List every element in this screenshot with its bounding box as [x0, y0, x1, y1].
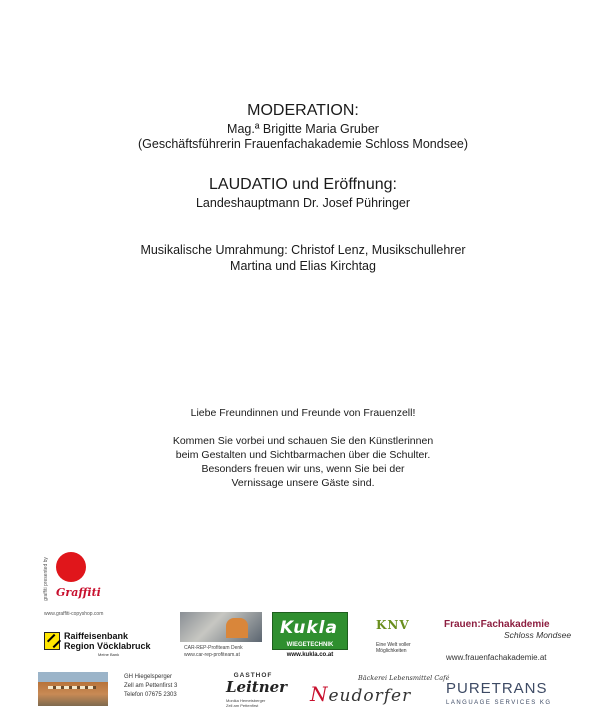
fachakademie-name: Frauen:Fachakademie: [444, 619, 550, 630]
graffiti-logo: [38, 550, 108, 618]
gh-name: GH Hiegelsperger: [124, 674, 173, 680]
music-credit-line-2: Martina und Elias Kirchtag: [230, 259, 376, 273]
invitation-line: beim Gestalten und Sichtbarmachen über die Schulter.: [175, 449, 431, 461]
leitner-address: Zell am Pettenfirst: [226, 703, 259, 708]
carrep-photo: [180, 612, 262, 642]
raiffeisen-region: Region Vöcklabruck: [64, 641, 151, 651]
leitner-wordmark: Leitner: [226, 678, 288, 696]
music-credit-line-1: Musikalische Umrahmung: Christof Lenz, Musikschullehrer: [140, 243, 466, 257]
fachakademie-location: Schloss Mondsee: [504, 630, 572, 640]
moderator-role: (Geschäftsführerin Frauenfachakademie Schloss Mondsee): [137, 137, 469, 151]
kukla-wordmark: Kukla: [280, 618, 338, 638]
leitner-logo: [212, 672, 294, 710]
carrep-url: www.car-rep-profiteam.at: [184, 652, 240, 658]
moderation-heading: MODERATION:: [247, 102, 359, 119]
laudatio-heading: LAUDATIO und Eröffnung:: [209, 176, 397, 193]
leitner-owner: Monika Hemetsberger: [226, 698, 266, 703]
raiffeisen-logo: [44, 630, 164, 658]
carrep-name: CAR-REP-Profiteam Denk: [184, 645, 243, 651]
red-splash-icon: [56, 552, 86, 582]
knv-wordmark: KNV: [376, 618, 410, 632]
laudatio-speaker: Landeshauptmann Dr. Josef Pühringer: [195, 196, 411, 210]
knv-logo: [364, 616, 434, 660]
invitation-line: Besonders freuen wir uns, wenn Sie bei der: [201, 463, 405, 475]
carrep-logo: [180, 612, 262, 662]
knv-slogan-line-2: Möglichkeiten: [376, 648, 407, 654]
raiffeisen-tagline: Meine Bank: [98, 652, 120, 657]
kukla-url: www.kukla.co.at: [286, 652, 334, 658]
fachakademie-url: www.frauenfachakademie.at: [446, 653, 547, 662]
greeting: Liebe Freundinnen und Freunde von Frauenzell!: [190, 407, 416, 419]
gh-address: Zell am Pettenfirst 3: [124, 683, 178, 689]
gh-phone: Telefon 07675 2303: [124, 692, 177, 698]
neudorfer-initial: N: [310, 682, 329, 706]
kukla-subtitle: WIEGETECHNIK: [286, 642, 334, 648]
inn-photo: [38, 672, 108, 706]
graffiti-wordmark: Graffiti: [56, 586, 101, 599]
moderator-name: Mag.ª Brigitte Maria Gruber: [227, 122, 379, 136]
raiffeisen-name: Raiffeisenbank: [64, 631, 129, 641]
puretrans-subtitle: LANGUAGE SERVICES KG: [446, 700, 552, 706]
knv-slogan-line-1: Eine Welt voller: [376, 642, 411, 648]
invitation-line: Kommen Sie vorbei und schauen Sie den Künstlerinnen: [172, 435, 434, 447]
gasthof-label: GASTHOF: [233, 672, 273, 679]
raiffeisen-gable-icon: [44, 632, 60, 650]
kukla-logo: [272, 612, 348, 662]
graffiti-url: www.graffiti-copyshop.com: [44, 611, 104, 617]
neudorfer-tagline: Bäckerei Lebensmittel Café: [358, 674, 450, 682]
neudorfer-wordmark: [310, 682, 411, 706]
fachakademie-logo: [444, 619, 574, 663]
puretrans-logo: [446, 680, 558, 710]
puretrans-wordmark: PURETRANS: [446, 680, 548, 697]
neudorfer-name-rest: eudorfer: [328, 686, 412, 706]
neudorfer-logo: [306, 672, 450, 710]
invitation-line: Vernissage unsere Gäste sind.: [231, 477, 375, 489]
graffiti-presented-label: graffiti presented by: [42, 557, 49, 601]
gh-hiegelsperger-logo: [38, 672, 188, 708]
